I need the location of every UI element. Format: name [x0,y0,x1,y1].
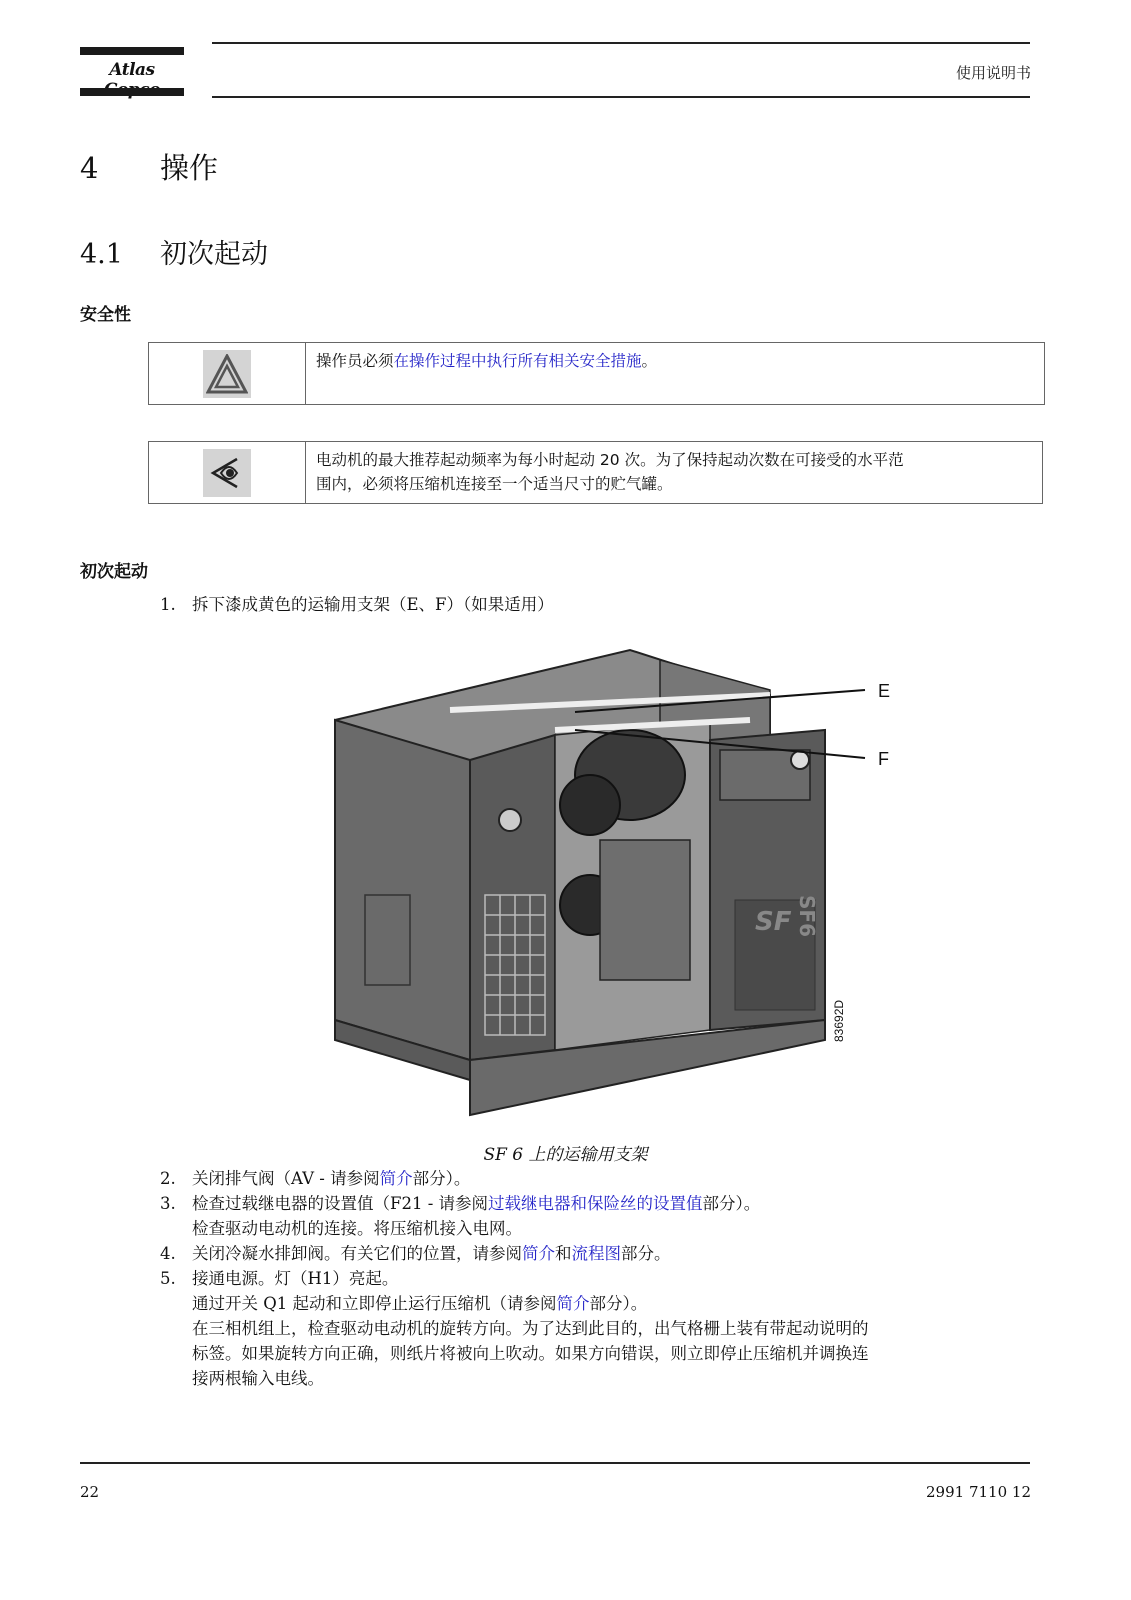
page-number: 22 [80,1483,100,1501]
step-5-line-2 [160,1291,869,1316]
label-f: F [878,749,889,769]
header-rule-bottom [212,96,1030,98]
intro-link-2[interactable]: 简介 [522,1244,555,1263]
step-3-text-b: 部分）。 [702,1194,761,1213]
atlas-copco-logo: Atlas [109,60,155,80]
step-4-text-mid: 和 [555,1244,572,1263]
logo-bar-bottom [80,88,184,96]
warning-triangle-icon [203,350,251,398]
chapter-title: 操作 [160,151,219,185]
note-line-2: 围内，必须将压缩机连接至一个适当尺寸的贮气罐。 [316,475,673,493]
step-1 [160,592,554,617]
sf-badge: SF [755,907,792,937]
step-4-number: 4. [160,1244,176,1263]
step-1-text: 拆下漆成黄色的运输用支架（E、F）（如果适用） [192,595,554,614]
warning-suffix: 。 [641,352,658,370]
chapter-heading [80,146,218,187]
step-5-line-4: 标签。如果旋转方向正确，则纸片将被向上吹动。如果方向错误，则立即停止压缩机并调换连 [192,1344,869,1363]
warning-icon-cell [149,343,306,404]
step-3-continuation: 检查驱动电动机的连接。将压缩机接入电网。 [192,1219,522,1238]
step-5-text-b2: 部分）。 [589,1294,648,1313]
doc-title: 使用说明书 [955,64,1031,82]
step-4-text-a: 关闭冷凝水排卸阀。有关它们的位置，请参阅 [192,1244,522,1263]
step-4 [160,1241,869,1266]
step-3-number: 3. [160,1194,176,1213]
figure-caption: SF 6 上的运输用支架 [483,1145,648,1165]
note-icon-cell [149,442,306,503]
step-2 [160,1166,869,1191]
document-number: 2991 7110 12 [926,1483,1031,1501]
step-5-text-a: 接通电源。灯（H1）亮起。 [192,1269,399,1288]
step-5-number: 5. [160,1269,176,1288]
footer-rule [80,1462,1030,1464]
step-5-line-3: 在三相机组上，检查驱动电动机的旋转方向。为了达到此目的，出气格栅上装有带起动说明的 [192,1319,869,1338]
overload-relay-settings-link[interactable]: 过载继电器和保险丝的设置值 [488,1194,703,1213]
step-5-line-5: 接两根输入电线。 [192,1369,324,1388]
note-box [148,441,1043,504]
section-title: 初次起动 [160,239,268,270]
step-2-text-a: 关闭排气阀（AV - 请参阅 [192,1169,380,1188]
label-e: E [878,681,891,701]
safety-heading: 安全性 [80,305,131,325]
step-5-text-b1: 通过开关 Q1 起动和立即停止运行压缩机（请参阅 [192,1294,557,1313]
section-number: 4.1 [80,239,123,270]
step-2-text-b: 部分）。 [412,1169,471,1188]
warning-box [148,342,1045,405]
drawing-id: 83692D [832,999,846,1042]
logo-bar-top [80,47,184,55]
compressor-figure [330,640,910,1130]
step-4-text-b: 部分。 [621,1244,671,1263]
step-3-text-a: 检查过载继电器的设置值（F21 - 请参阅 [192,1194,489,1213]
step-3 [160,1191,869,1216]
step-5 [160,1266,869,1291]
steps-2-5 [160,1166,869,1391]
intro-link-1[interactable]: 简介 [379,1169,413,1188]
note-text [306,442,914,503]
chapter-number: 4 [80,151,99,185]
warning-prefix: 操作员必须 [316,352,394,370]
safety-precautions-link[interactable]: 在操作过程中执行所有相关安全措施 [393,352,642,370]
warning-text [306,343,667,404]
flow-diagram-link[interactable]: 流程图 [571,1244,621,1263]
note-line-1: 电动机的最大推荐起动频率为每小时起动 20 次。为了保持起动次数在可接受的水平范 [316,451,904,469]
section-heading [80,232,268,271]
header-rule-top [212,42,1030,44]
step-2-number: 2. [160,1169,176,1188]
eye-note-icon [203,449,251,497]
step-1-number: 1. [160,595,176,614]
sf6-mark: SF6 [795,895,819,937]
initial-start-heading: 初次起动 [80,562,148,582]
intro-link-3[interactable]: 简介 [556,1294,590,1313]
